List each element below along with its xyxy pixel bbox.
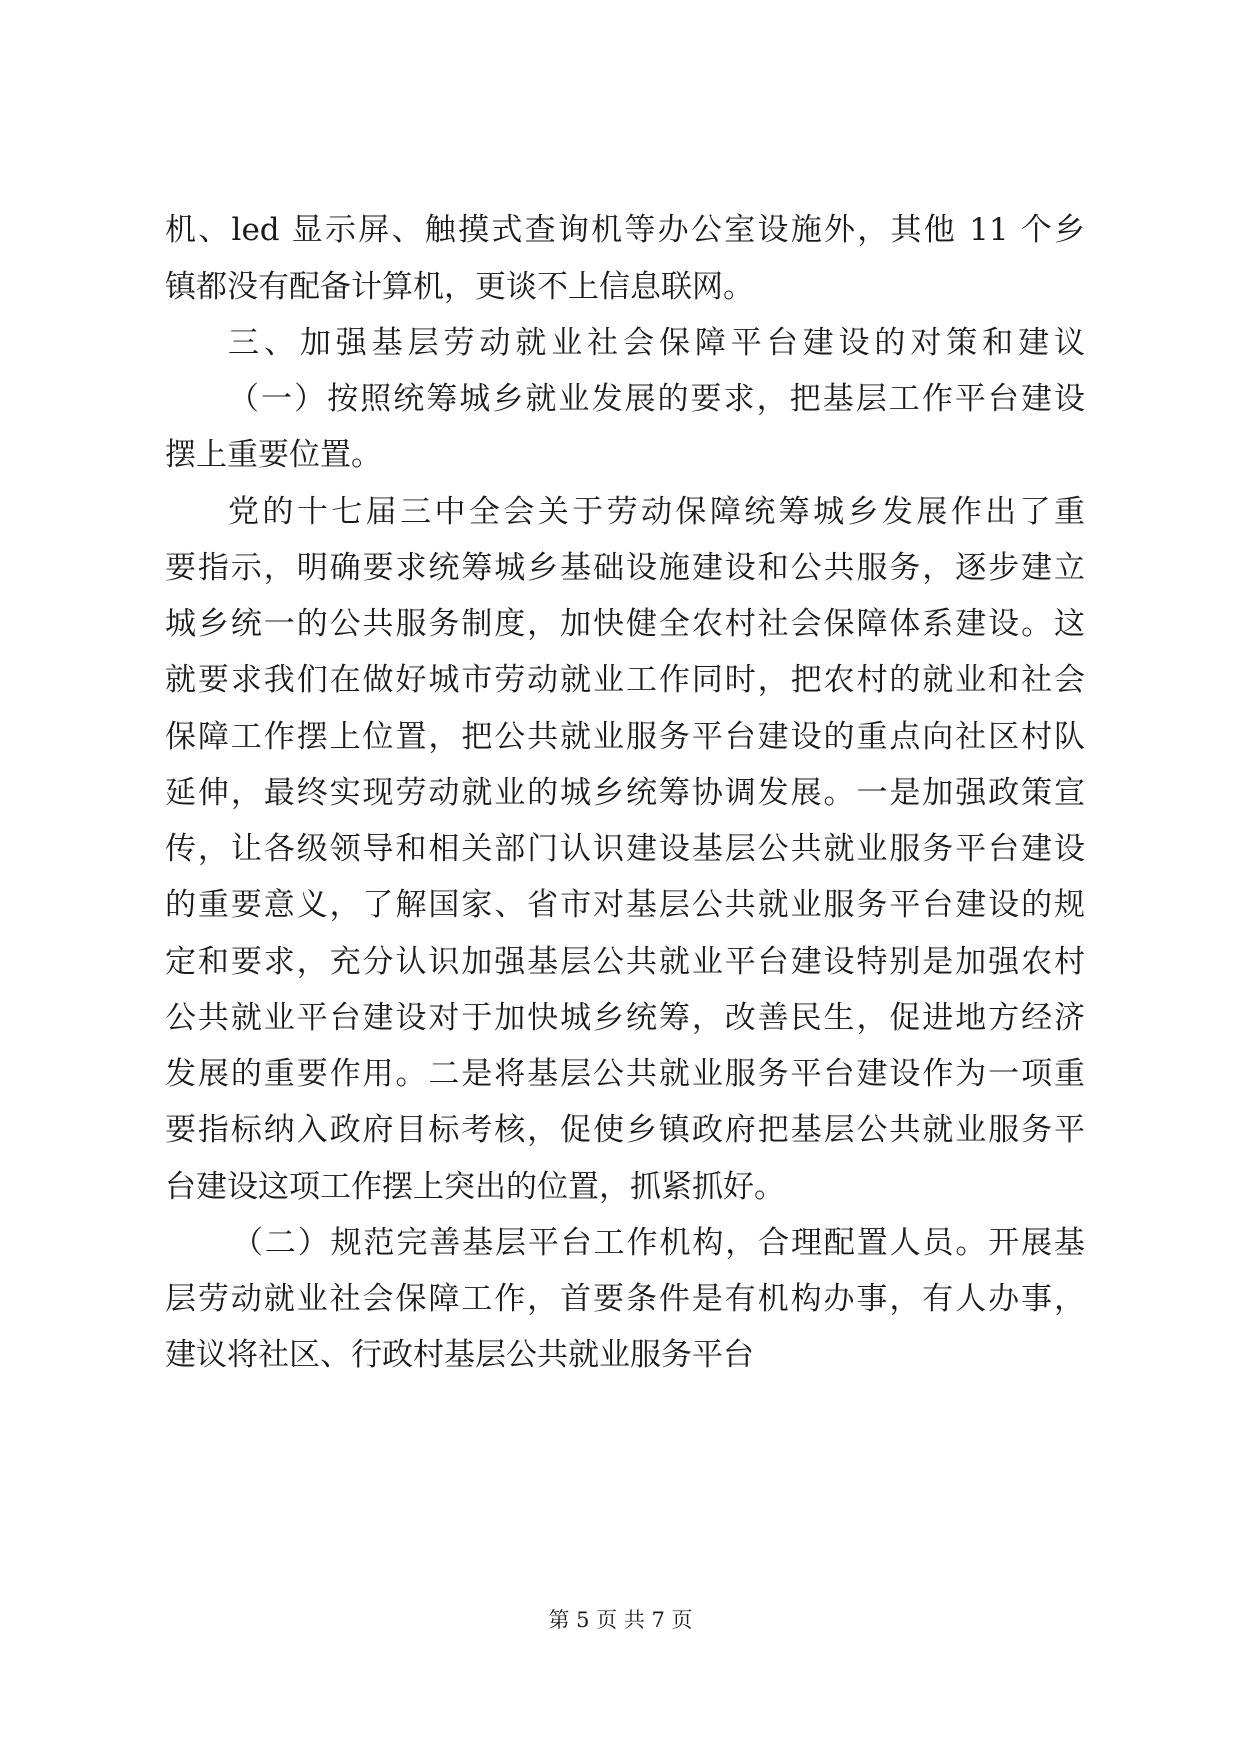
paragraph-line-11: 发展的重要作用。二是将基层公共就业服务平台建设作为一项重 <box>165 1056 1085 1092</box>
subsection-heading-1-cont: 摆上重要位置。 <box>165 437 382 473</box>
paragraph-line-13: 台建设这项工作摆上突出的位置，抓紧抓好。 <box>165 1169 785 1205</box>
paragraph-line-8: 的重要意义，了解国家、省市对基层公共就业服务平台建设的规 <box>165 887 1085 923</box>
section-heading: 三、加强基层劳动就业社会保障平台建设的对策和建议 <box>228 325 1085 361</box>
text-line-1: 机、led 显示屏、触摸式查询机等办公室设施外，其他 11 个乡 <box>165 212 1085 248</box>
paragraph-line-9: 定和要求，充分认识加强基层公共就业平台建设特别是加强农村 <box>165 944 1085 980</box>
paragraph2-line-1: 层劳动就业社会保障工作，首要条件是有机构办事，有人办事， <box>165 1281 1085 1317</box>
paragraph-line-2: 要指示，明确要求统筹城乡基础设施建设和公共服务，逐步建立 <box>165 550 1085 586</box>
page-footer: 第 5 页 共 7 页 <box>548 1608 693 1632</box>
paragraph-line-1: 党的十七届三中全会关于劳动保障统筹城乡发展作出了重 <box>228 494 1085 530</box>
paragraph-line-5: 保障工作摆上位置，把公共就业服务平台建设的重点向社区村队 <box>165 719 1085 755</box>
paragraph-line-12: 要指标纳入政府目标考核，促使乡镇政府把基层公共就业服务平 <box>165 1112 1085 1148</box>
text-line-2: 镇都没有配备计算机，更谈不上信息联网。 <box>165 269 754 305</box>
paragraph-line-6: 延伸，最终实现劳动就业的城乡统筹协调发展。一是加强政策宣 <box>165 775 1085 811</box>
paragraph-line-10: 公共就业平台建设对于加快城乡统筹，改善民生，促进地方经济 <box>165 1000 1085 1036</box>
paragraph-line-3: 城乡统一的公共服务制度，加快健全农村社会保障体系建设。这 <box>165 606 1085 642</box>
paragraph-line-4: 就要求我们在做好城市劳动就业工作同时，把农村的就业和社会 <box>165 662 1085 698</box>
subsection-heading-1: （一）按照统筹城乡就业发展的要求，把基层工作平台建设 <box>228 381 1085 417</box>
paragraph2-line-2: 建议将社区、行政村基层公共就业服务平台 <box>165 1337 754 1373</box>
paragraph-line-7: 传，让各级领导和相关部门认识建设基层公共就业服务平台建设 <box>165 831 1085 867</box>
subsection-heading-2: （二）规范完善基层平台工作机构，合理配置人员。开展基 <box>232 1225 1085 1261</box>
